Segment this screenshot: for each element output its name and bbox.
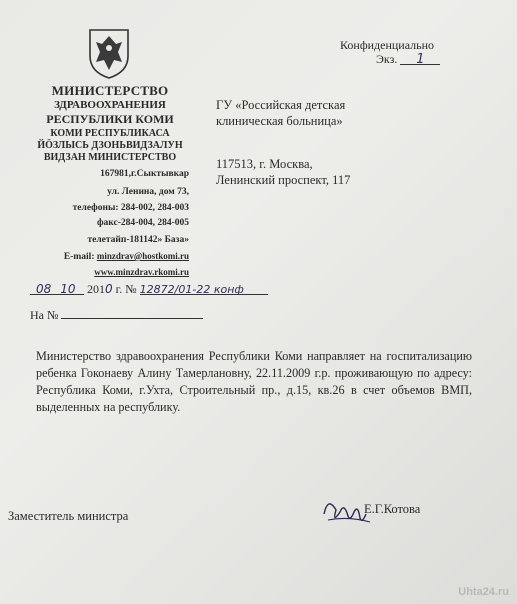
recipient-line-3: 117513, г. Москва, [216,157,313,171]
site-watermark: Uhta24.ru [458,586,509,598]
copy-number-field [400,52,440,65]
email-link[interactable]: minzdrav@hostkomi.ru [96,251,189,261]
email-label: E-mail: [63,252,95,262]
signer-title: Заместитель министра [8,509,129,523]
date-field [30,282,84,295]
reply-number-field [61,306,203,319]
recipient-line-1: ГУ «Российская детская [216,98,346,112]
copy-number-line [376,52,440,67]
komi-line-1: КОМИ РЕСПУБЛИКАСА [50,128,170,139]
address-line-2: ул. Ленина, дом 73, [107,187,189,197]
outgoing-number: 12872/01-22 конф [139,283,244,296]
ministry-name-komi [30,128,190,164]
ministry-line-2: ЗДРАВООХРАНЕНИЯ [54,99,166,111]
copy-number: 1 [416,52,425,67]
reply-label: На № [30,308,59,322]
date-day: 08 [36,282,52,296]
email-line [64,250,189,263]
website-line [94,266,189,279]
recipient-org [216,97,345,129]
number-field [140,282,268,295]
copy-label: Экз. [376,52,398,66]
komi-line-3: ВИДЗАН МИНИСТЕРСТВО [43,152,177,163]
year-suffix: 0 [105,282,113,296]
ministry-line-3: РЕСПУБЛИКИ КОМИ [46,112,174,126]
number-label: № [125,282,137,296]
fax: факс-284-004, 284-005 [96,218,189,228]
ministry-line-1: МИНИСТЕРСТВО [51,83,169,98]
date-month: 10 [60,282,76,296]
reply-to-line [30,306,203,323]
recipient-line-2: клиническая больница» [216,114,343,128]
phones: телефоны: 284-002, 284-003 [72,203,189,213]
website-link[interactable]: www.minzdrav.rkomi.ru [94,267,189,277]
recipient-line-4: Ленинский проспект, 117 [216,173,351,187]
recipient-address [216,156,350,188]
confidential-label: Конфиденциально [340,38,435,52]
signer-name: Е.Г.Котова [364,502,421,516]
address-line-1: 167981,г.Сыктывкар [100,169,189,179]
outgoing-date-number [30,282,268,297]
year-prefix: 201 [87,282,105,296]
teletype: телетайп-181142» База» [87,235,189,245]
letter-body: Министерство здравоохранения Республики Коми направляет на госпитализацию ребенка Гоконаеву Алину Тамерлановну, 22.11.2009 г.р. проживающую по адресу: Республика Коми, г.Ухта, Строительный пр., д.15, кв.26 в счет объемов ВМП, выделенных на республику. [36,349,472,414]
komi-line-2: ЙӦЗЛЫСЬ ДЗОНЬВИДЗАЛУН [37,140,183,151]
coat-of-arms-emblem [86,26,132,80]
year-end: г. [115,282,123,296]
ministry-name [30,84,190,126]
